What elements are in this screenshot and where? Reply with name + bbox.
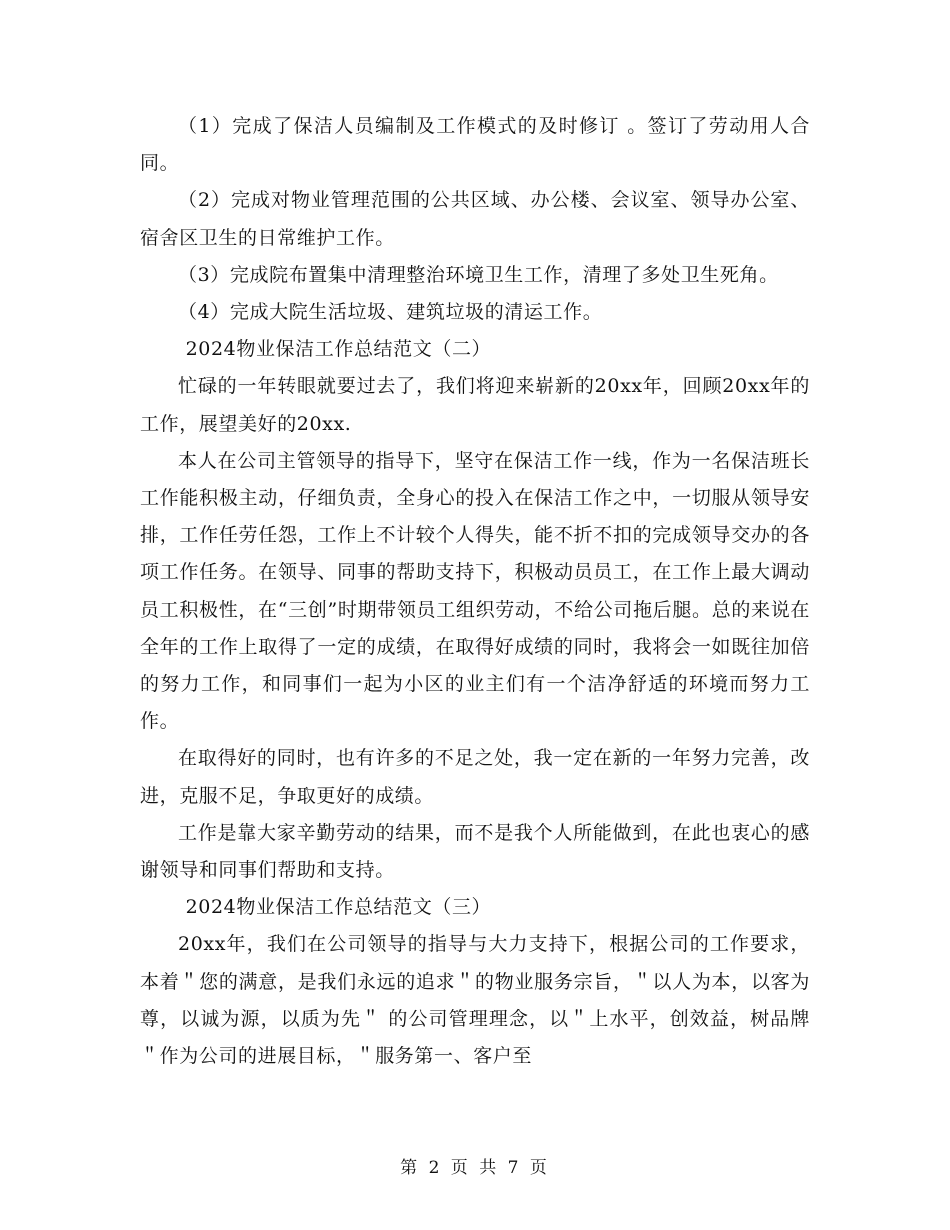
- paragraph-section-3: 20xx年，我们在公司领导的指导与大力支持下，根据公司的工作要求，本着＂您的满意，是我们永远的追求＂的物业服务宗旨，＂以人为本，以客为尊，以诚为源，以质为先＂ 的公司管理理念，以＂上水平，创效益，树品牌＂作为公司的进展目标，＂服务第一、客户至: [140, 933, 810, 1068]
- page-number-footer: 第 2 页 共 7 页: [400, 1158, 550, 1178]
- paragraph-thanks: 工作是靠大家辛勤劳动的结果，而不是我个人所能做到，在此也衷心的感谢领导和同事们帮助和支持。: [140, 821, 810, 882]
- paragraph-item-3: （3）完成院布置集中清理整治环境卫生工作，清理了多处卫生死角。: [178, 263, 779, 286]
- section-heading-3: 2024物业保洁工作总结范文（三）: [185, 896, 492, 919]
- paragraph-item-2: （2）完成对物业管理范围的公共区域、办公楼、会议室、领导办公室、宿舍区卫生的日常维护工作。: [140, 189, 810, 249]
- paragraph-intro: 忙碌的一年转眼就要过去了，我们将迎来崭新的20xx年，回顾20xx年的工作，展望美好的20xx.: [140, 375, 810, 435]
- paragraph-item-4: （4）完成大院生活垃圾、建筑垃圾的清运工作。: [178, 301, 603, 324]
- document-body: [140, 108, 810, 1075]
- paragraph-item-1: （1）完成了保洁人员编制及工作模式的及时修订 。签订了劳动用人合同。: [140, 115, 810, 175]
- paragraph-shortcomings: 在取得好的同时，也有许多的不足之处，我一定在新的一年努力完善，改进，克服不足，争取更好的成绩。: [140, 747, 810, 807]
- section-heading-2: 2024物业保洁工作总结范文（二）: [185, 338, 492, 361]
- paragraph-main: 本人在公司主管领导的指导下，坚守在保洁工作一线，作为一名保洁班长工作能积极主动，仔细负责，全身心的投入在保洁工作之中，一切服从领导安排，工作任劳任怨，工作上不计较个人得失，能不折不扣的完成领导交办的各项工作任务。在领导、同事的帮助支持下，积极动员员工，在工作上最大调动员工积极性，在“三创”时期带领员工组织劳动，不给公司拖后腿。总的来说在全年的工作上取得了一定的成绩，在取得好成绩的同时，我将会一如既往加倍的努力工作，和同事们一起为小区的业主们有一个洁净舒适的环境而努力工作。: [140, 449, 810, 733]
